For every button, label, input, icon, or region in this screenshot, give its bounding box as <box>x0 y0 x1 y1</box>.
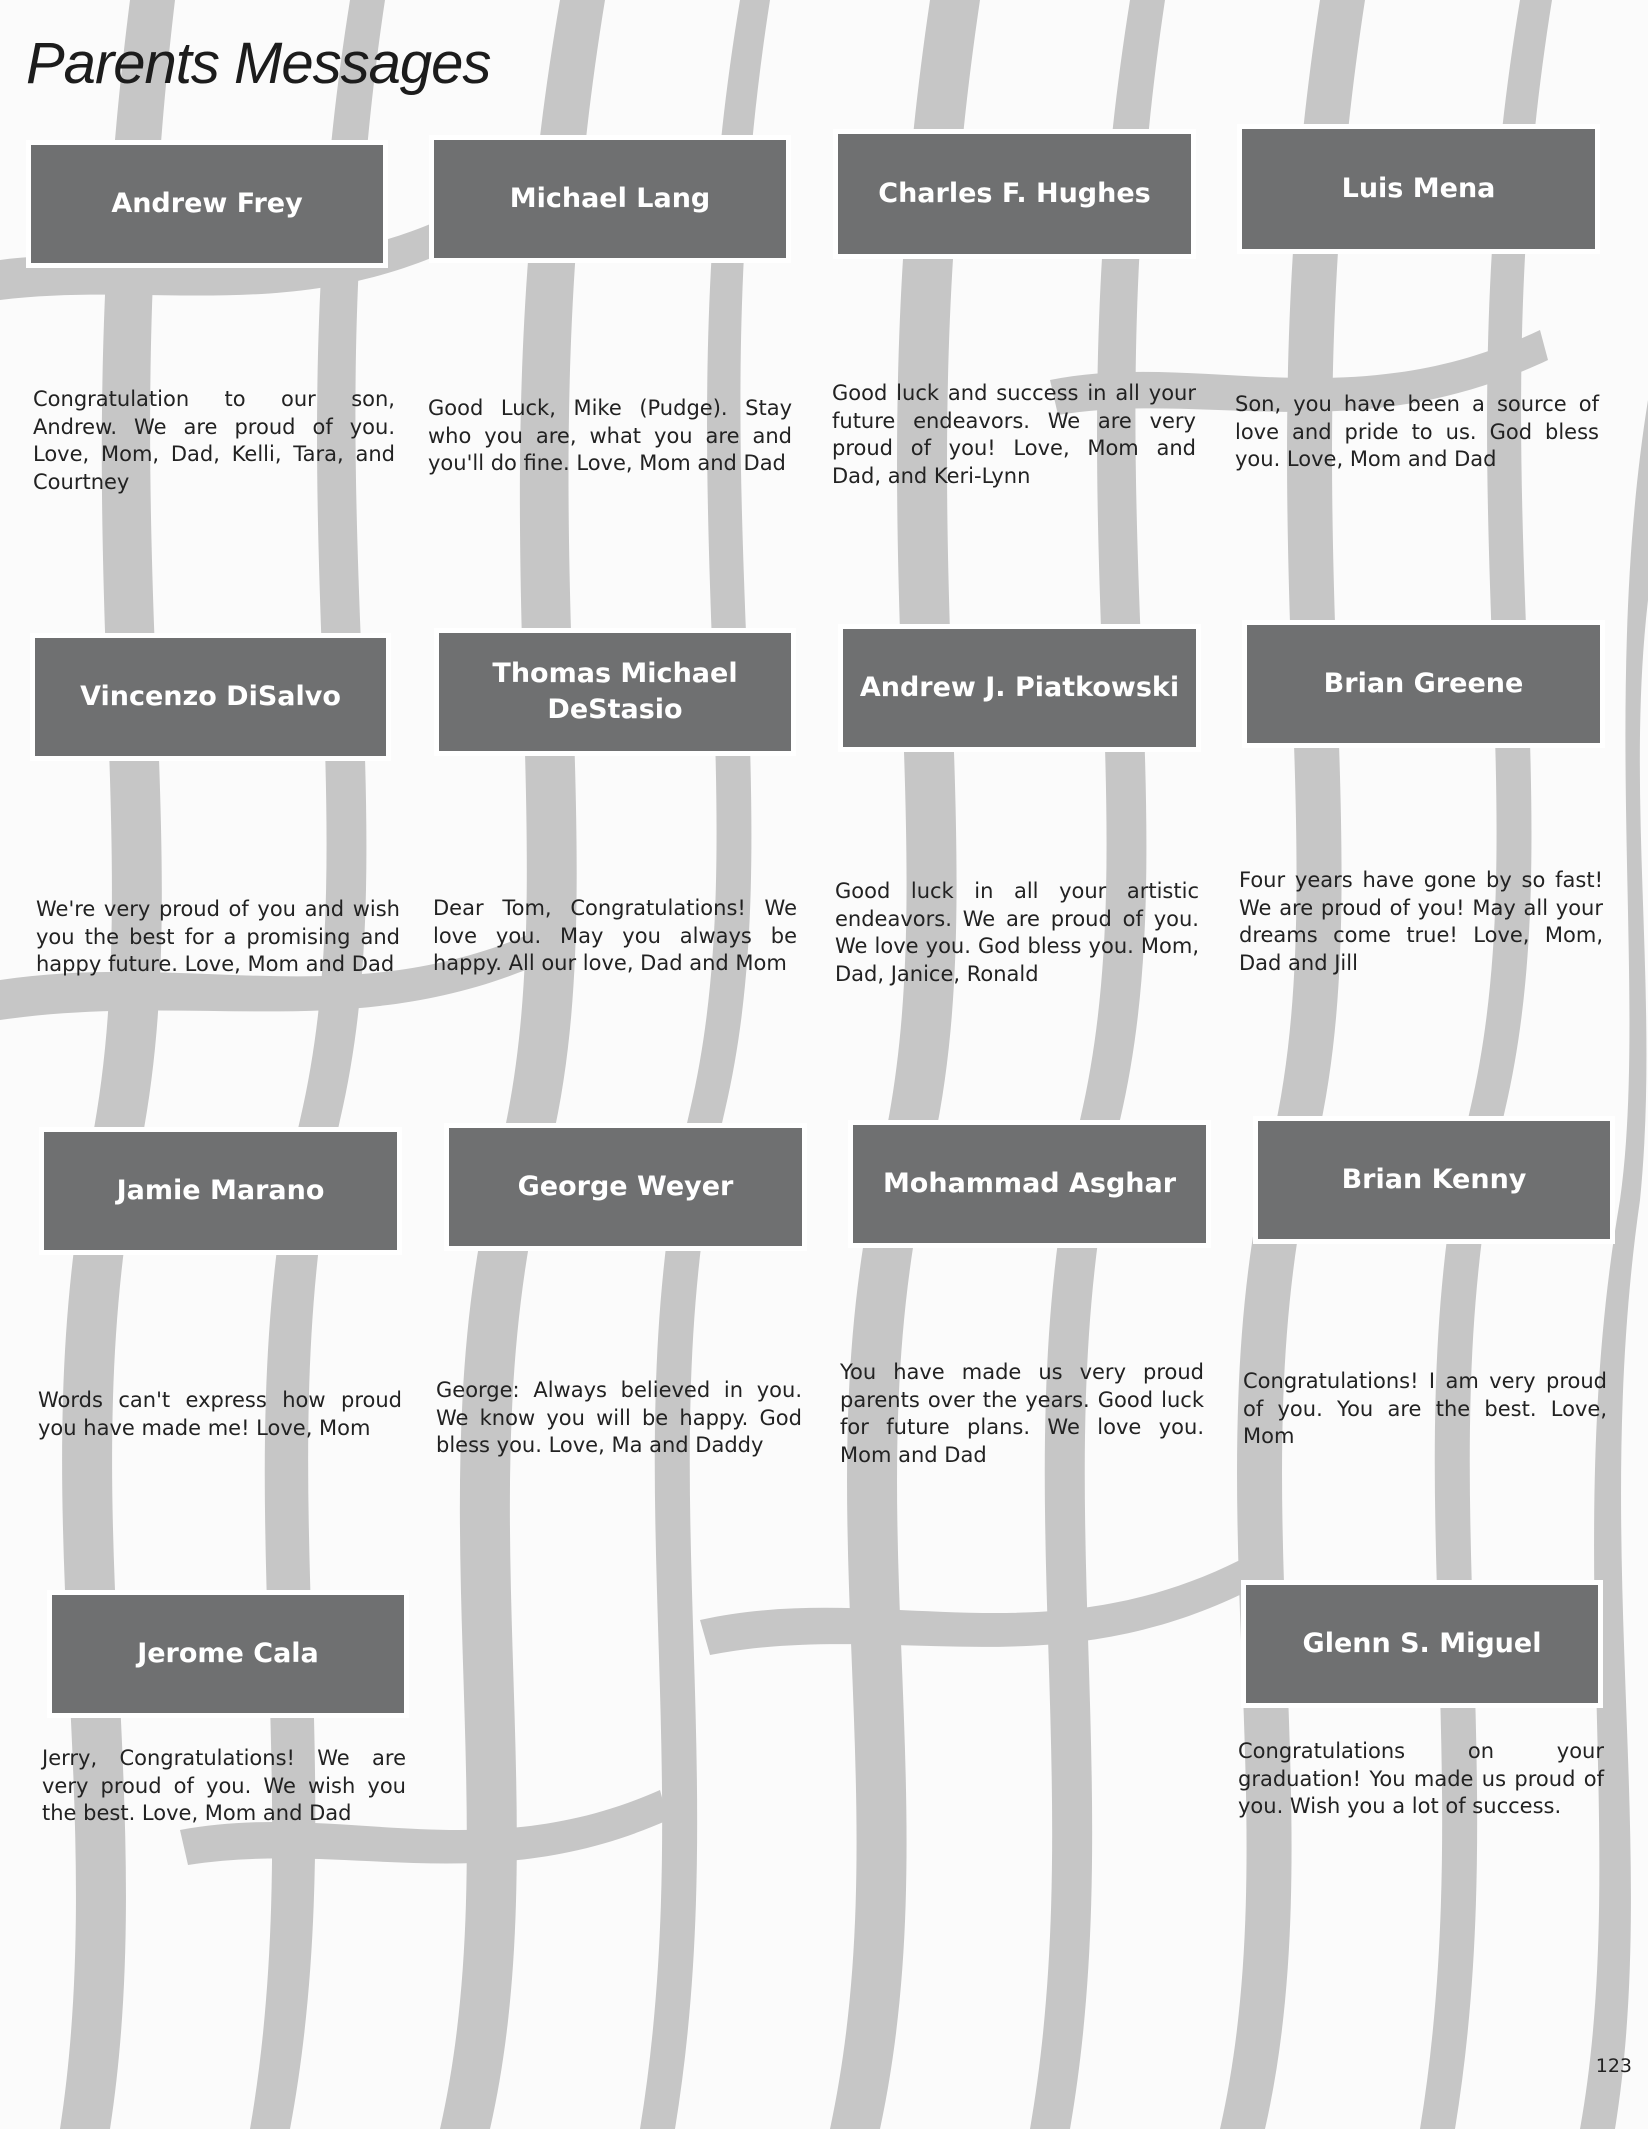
name-box-michael-lang: Michael Lang <box>434 140 786 258</box>
message-vincenzo-disalvo: We're very proud of you and wish you the best for a promising and happy future. Love, Mom and Dad <box>36 897 400 976</box>
message-andrew-j-piatkowski: Good luck in all your artistic endeavors. We are proud of you. We love you. God bless you. Mom, Dad, Janice, Ronald <box>835 879 1199 986</box>
name-box-vincenzo-disalvo: Vincenzo DiSalvo <box>35 638 386 756</box>
name-box-glenn-s-miguel: Glenn S. Miguel <box>1246 1585 1598 1703</box>
name-box-jerome-cala: Jerome Cala <box>52 1595 404 1713</box>
message-brian-greene: Four years have gone by so fast! We are proud of you! May all your dreams come true! Love, Mom, Dad and Jill <box>1239 868 1603 975</box>
name-box-brian-kenny: Brian Kenny <box>1258 1121 1610 1239</box>
name-box-thomas-michael-destasio: Thomas Michael DeStasio <box>439 633 791 751</box>
page-number: 123 <box>1595 2055 1632 2077</box>
name-box-charles-f-hughes: Charles F. Hughes <box>838 134 1191 254</box>
name-box-brian-greene: Brian Greene <box>1247 625 1600 743</box>
message-michael-lang: Good Luck, Mike (Pudge). Stay who you are, what you are and you'll do fine. Love, Mom and Dad <box>428 396 792 475</box>
message-luis-mena: Son, you have been a source of love and pride to us. God bless you. Love, Mom and Dad <box>1235 392 1599 471</box>
message-mohammad-asghar: You have made us very proud parents over the years. Good luck for future plans. We love you. Mom and Dad <box>840 1360 1204 1467</box>
message-jerome-cala: Jerry, Congratulations! We are very proud of you. We wish you the best. Love, Mom and Dad <box>42 1746 406 1825</box>
message-george-weyer: George: Always believed in you. We know you will be happy. God bless you. Love, Ma and Daddy <box>436 1378 802 1457</box>
page-title: Parents Messages <box>26 31 491 96</box>
name-box-andrew-frey: Andrew Frey <box>31 145 383 263</box>
message-andrew-frey: Congratulation to our son, Andrew. We are proud of you. Love, Mom, Dad, Kelli, Tara, and Courtney <box>33 387 395 494</box>
message-charles-f-hughes: Good luck and success in all your future endeavors. We are very proud of you! Love, Mom and Dad, and Keri-Lynn <box>832 381 1196 488</box>
name-box-andrew-j-piatkowski: Andrew J. Piatkowski <box>843 629 1196 747</box>
name-box-george-weyer: George Weyer <box>449 1128 802 1246</box>
message-thomas-michael-destasio: Dear Tom, Congratulations! We love you. May you always be happy. All our love, Dad and Mom <box>433 896 797 975</box>
message-jamie-marano: Words can't express how proud you have made me! Love, Mom <box>38 1388 402 1440</box>
message-glenn-s-miguel: Congratulations on your graduation! You made us proud of you. Wish you a lot of success. <box>1238 1739 1604 1818</box>
message-brian-kenny: Congratulations! I am very proud of you. You are the best. Love, Mom <box>1243 1369 1607 1448</box>
name-box-mohammad-asghar: Mohammad Asghar <box>853 1125 1206 1243</box>
name-box-jamie-marano: Jamie Marano <box>44 1132 397 1250</box>
name-box-luis-mena: Luis Mena <box>1242 129 1595 249</box>
